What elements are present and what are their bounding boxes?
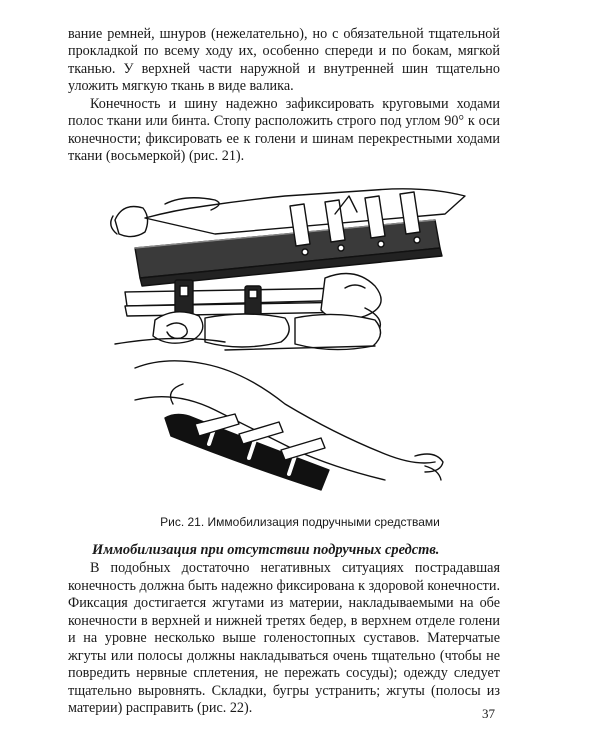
page-number: 37	[482, 706, 495, 721]
paragraph-1: вание ремней, шнуров (нежелательно), но с обязательной тщательной прокладкой по всему ходу их, особенно спереди и по бокам, мягкой тканью. У верхней части наружной и внутренней шин тщательно уложить мягкую ткань в виде валика.	[68, 26, 500, 95]
figure-illustration	[95, 168, 475, 503]
paragraph-2: Конечность и шину надежно зафиксировать круговыми ходами полос ткани или бинта. Стопу расположить строго под углом 90° к оси конечности; фиксировать ее к голени и шинам перекрестными ходами ткани (восьмеркой) (рис. 21).	[68, 96, 500, 165]
section-heading: Иммобилизация при отсутствии подручных средств.	[92, 542, 440, 558]
paragraph-3: В подобных достаточно негативных ситуациях пострадавшая конечность должна быть надежно фиксирована к здоровой конечности. Фиксация достигается жгутами из материи, накладываемыми на обе конечности в верхней и нижней третях бедер, в верхнем отделе голени и на уровне несколько выше голеностопных суставов. Матерчатые жгуты или полосы должны накладываться очень тщательно (чтобы не повредить нервные сплетения, не пережать сосуды); одежду следует тщательно выровнять. Складки, бугры устранить; жгуты (полосы из материи) расправить (рис. 22).	[68, 560, 500, 716]
figure-caption: Рис. 21. Иммобилизация подручными средствами	[160, 515, 440, 529]
scene-lying-person-splint	[111, 189, 465, 286]
scene-leg-dark-splint	[135, 361, 443, 490]
